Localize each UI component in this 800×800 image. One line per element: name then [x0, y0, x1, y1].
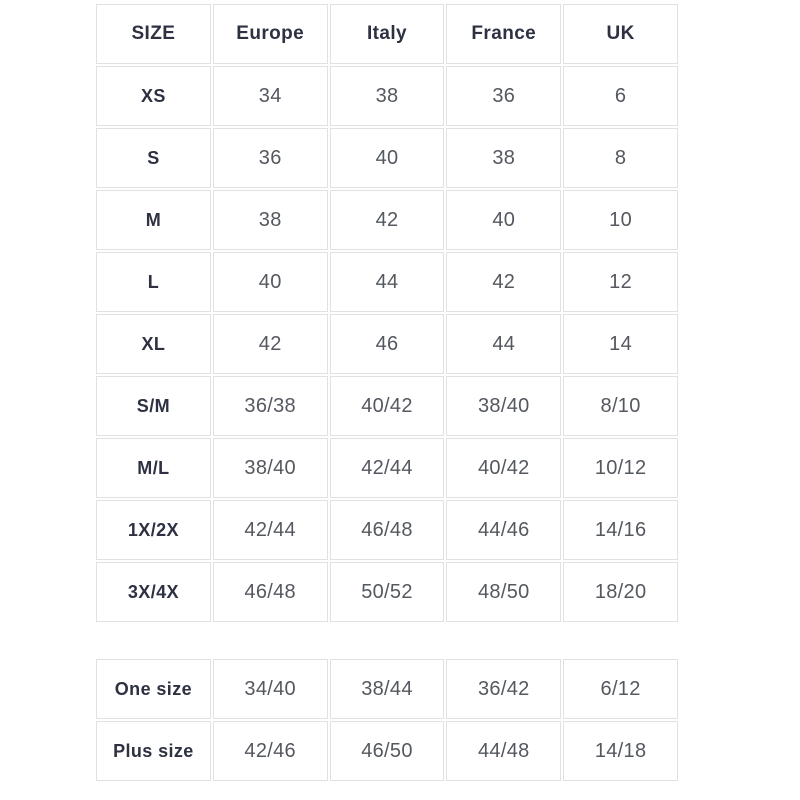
row-label: M/L — [96, 438, 211, 498]
special-sizes-table — [94, 657, 680, 783]
table-row-xl — [96, 314, 678, 374]
table-row-s — [96, 128, 678, 188]
table-cell: 34 — [213, 66, 328, 126]
table-row-1x2x — [96, 500, 678, 560]
table-cell: 46/48 — [330, 500, 445, 560]
row-label: L — [96, 252, 211, 312]
table-cell: 34/40 — [213, 659, 328, 719]
row-label: 3X/4X — [96, 562, 211, 622]
table-cell: 36 — [446, 66, 561, 126]
table-cell: 38/40 — [446, 376, 561, 436]
table-cell: 8/10 — [563, 376, 678, 436]
table-cell: 42 — [213, 314, 328, 374]
table-row-ml — [96, 438, 678, 498]
table-cell: 46/50 — [330, 721, 445, 781]
table-cell: 14/18 — [563, 721, 678, 781]
table-cell: 40/42 — [446, 438, 561, 498]
table-row-one-size — [96, 659, 678, 719]
table-cell: 42/46 — [213, 721, 328, 781]
table-cell: 10/12 — [563, 438, 678, 498]
table-row-l — [96, 252, 678, 312]
row-label: XL — [96, 314, 211, 374]
table-cell: 42 — [330, 190, 445, 250]
table-cell: 46/48 — [213, 562, 328, 622]
table-row-3x4x — [96, 562, 678, 622]
row-label: One size — [96, 659, 211, 719]
column-header-italy: Italy — [330, 4, 445, 64]
table-cell: 46 — [330, 314, 445, 374]
table-cell: 44/48 — [446, 721, 561, 781]
row-label: S — [96, 128, 211, 188]
table-cell: 6 — [563, 66, 678, 126]
table-cell: 18/20 — [563, 562, 678, 622]
table-cell: 50/52 — [330, 562, 445, 622]
table-cell: 10 — [563, 190, 678, 250]
table-cell: 38 — [213, 190, 328, 250]
table-row-m — [96, 190, 678, 250]
table-row-sm — [96, 376, 678, 436]
column-header-france: France — [446, 4, 561, 64]
table-cell: 36/42 — [446, 659, 561, 719]
table-cell: 40 — [213, 252, 328, 312]
header-row — [96, 4, 678, 64]
column-header-uk: UK — [563, 4, 678, 64]
size-conversion-table — [94, 2, 680, 624]
table-cell: 6/12 — [563, 659, 678, 719]
table-row-xs — [96, 66, 678, 126]
table-cell: 38/40 — [213, 438, 328, 498]
table-cell: 48/50 — [446, 562, 561, 622]
table-cell: 14 — [563, 314, 678, 374]
table-cell: 38 — [330, 66, 445, 126]
table-cell: 36/38 — [213, 376, 328, 436]
table-cell: 12 — [563, 252, 678, 312]
column-header-europe: Europe — [213, 4, 328, 64]
table-cell: 44/46 — [446, 500, 561, 560]
row-label: M — [96, 190, 211, 250]
row-label: Plus size — [96, 721, 211, 781]
table-cell: 42/44 — [330, 438, 445, 498]
table-cell: 36 — [213, 128, 328, 188]
table-cell: 42/44 — [213, 500, 328, 560]
row-label: XS — [96, 66, 211, 126]
table-cell: 44 — [446, 314, 561, 374]
table-cell: 40 — [330, 128, 445, 188]
table-cell: 44 — [330, 252, 445, 312]
table-cell: 40 — [446, 190, 561, 250]
table-cell: 38/44 — [330, 659, 445, 719]
column-header-size: SIZE — [96, 4, 211, 64]
table-cell: 14/16 — [563, 500, 678, 560]
table-cell: 38 — [446, 128, 561, 188]
table-cell: 40/42 — [330, 376, 445, 436]
table-row-plus-size — [96, 721, 678, 781]
table-cell: 42 — [446, 252, 561, 312]
table-cell: 8 — [563, 128, 678, 188]
row-label: 1X/2X — [96, 500, 211, 560]
row-label: S/M — [96, 376, 211, 436]
